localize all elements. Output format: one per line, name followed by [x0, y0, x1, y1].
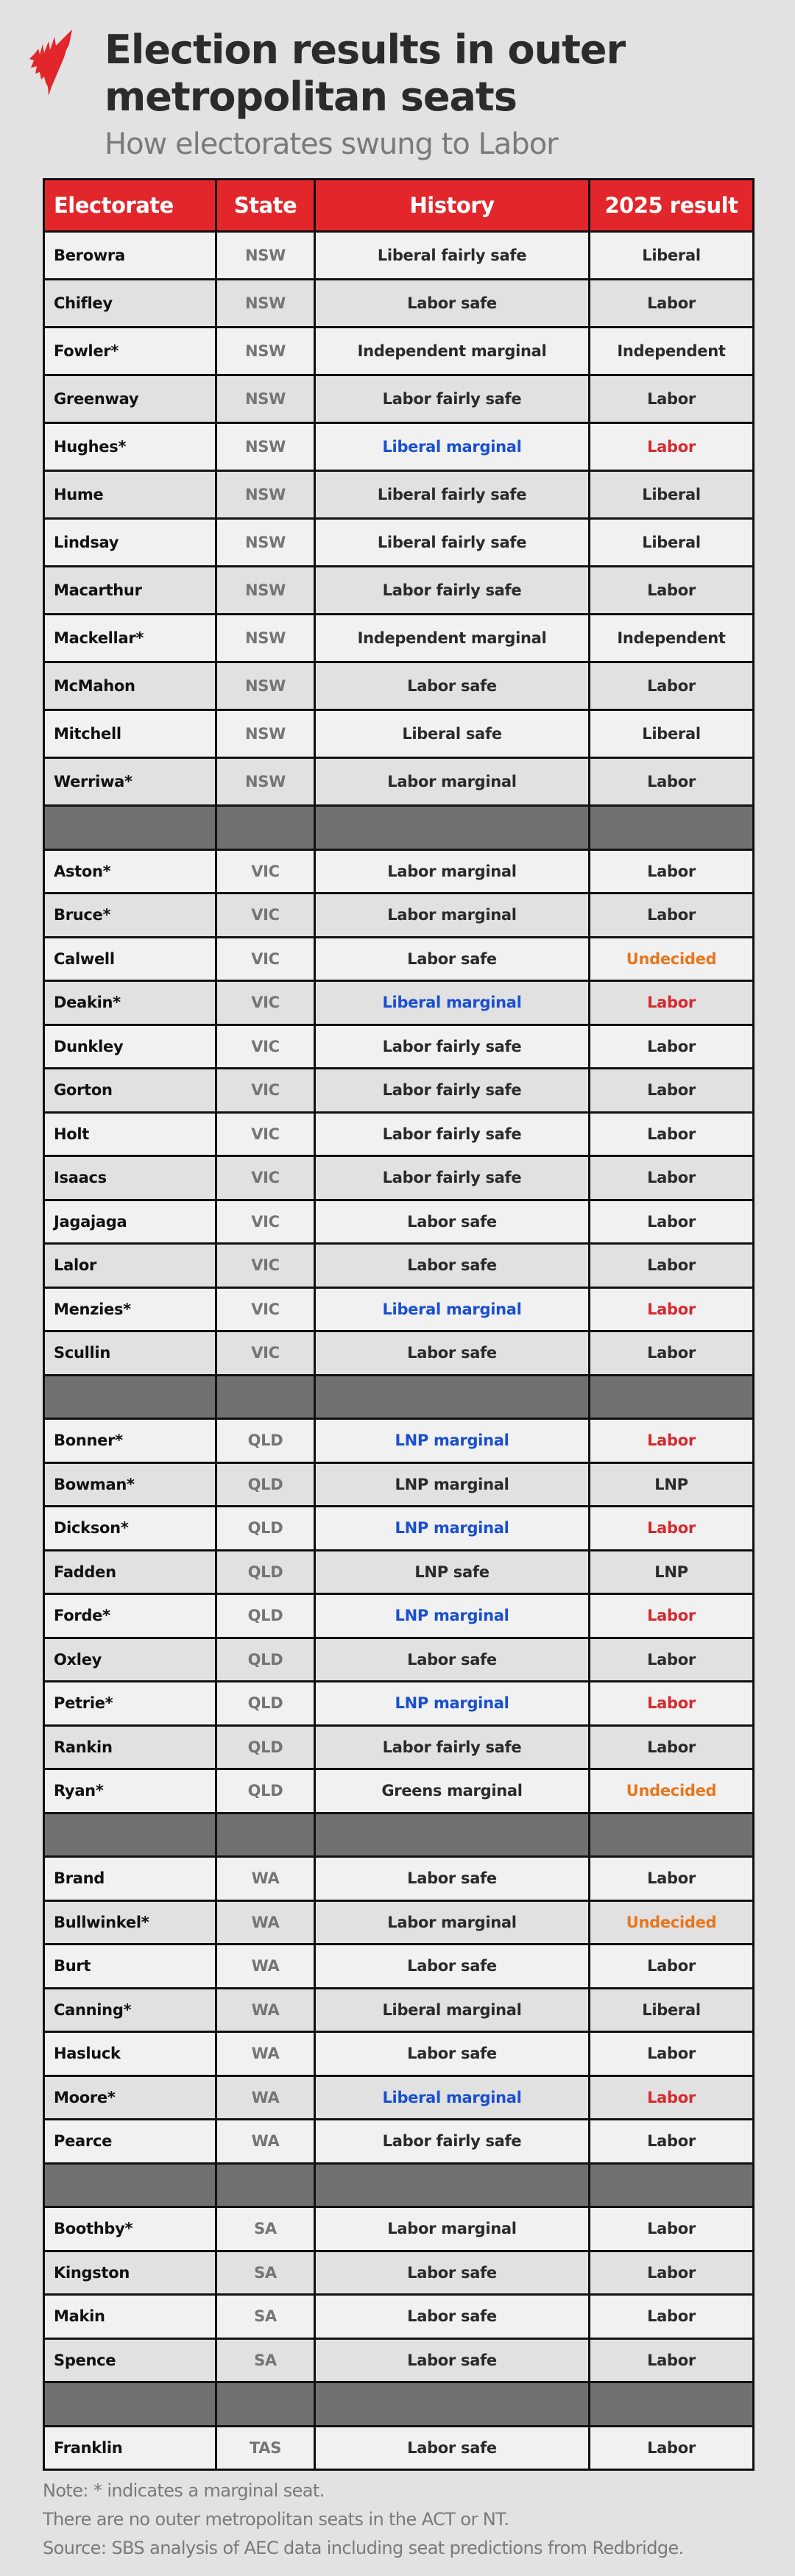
history-cell: Labor safe — [315, 1857, 590, 1901]
state-cell: QLD — [216, 1725, 315, 1769]
electorate-cell: Calwell — [44, 937, 216, 981]
electorate-cell: Mackellar* — [44, 615, 216, 662]
title-line-1: Election results in outer — [105, 26, 626, 73]
state-cell: NSW — [216, 280, 315, 328]
separator-cell — [44, 1375, 216, 1419]
state-cell: NSW — [216, 519, 315, 567]
table-row — [44, 1594, 754, 1638]
state-cell: WA — [216, 2120, 315, 2164]
result-cell: Labor — [590, 1638, 754, 1682]
state-cell: VIC — [216, 1025, 315, 1069]
separator-cell — [44, 1813, 216, 1857]
electorate-cell: Jagajaga — [44, 1200, 216, 1244]
table-row — [44, 1200, 754, 1244]
result-cell: Undecided — [590, 937, 754, 981]
result-cell: Labor — [590, 567, 754, 615]
state-group-separator — [44, 2163, 754, 2207]
history-cell: Liberal marginal — [315, 2076, 590, 2120]
table-row — [44, 758, 754, 806]
table-row — [44, 375, 754, 423]
result-cell: Undecided — [590, 1769, 754, 1814]
table-row — [44, 1112, 754, 1156]
electorate-cell: Menzies* — [44, 1287, 216, 1331]
separator-cell — [216, 1813, 315, 1857]
state-cell: VIC — [216, 981, 315, 1025]
history-cell: Labor marginal — [315, 849, 590, 894]
history-cell: Labor safe — [315, 1331, 590, 1376]
history-cell: Labor safe — [315, 2295, 590, 2339]
separator-cell — [216, 806, 315, 850]
state-cell: QLD — [216, 1419, 315, 1463]
state-cell: VIC — [216, 1156, 315, 1200]
state-cell: VIC — [216, 1287, 315, 1331]
electorate-cell: Greenway — [44, 375, 216, 423]
table-row — [44, 1638, 754, 1682]
result-cell: Independent — [590, 615, 754, 662]
history-cell: Labor fairly safe — [315, 567, 590, 615]
note-marginal: Note: * indicates a marginal seat. — [43, 2480, 325, 2501]
column-header-electorate: Electorate — [44, 180, 216, 232]
state-cell: WA — [216, 1900, 315, 1945]
separator-cell — [590, 2163, 754, 2207]
table-row — [44, 1725, 754, 1769]
result-cell: Labor — [590, 2426, 754, 2470]
separator-cell — [315, 1375, 590, 1419]
electorate-cell: Burt — [44, 1945, 216, 1989]
result-cell: Liberal — [590, 471, 754, 519]
electorate-cell: Bullwinkel* — [44, 1900, 216, 1945]
note-source: Source: SBS analysis of AEC data including seat predictions from Redbridge. — [43, 2538, 684, 2558]
result-cell: LNP — [590, 1550, 754, 1594]
table-row — [44, 662, 754, 710]
history-cell: Independent marginal — [315, 328, 590, 375]
history-cell: Labor safe — [315, 1638, 590, 1682]
separator-cell — [44, 2382, 216, 2427]
state-cell: SA — [216, 2251, 315, 2295]
separator-cell — [44, 2163, 216, 2207]
table-row — [44, 1419, 754, 1463]
state-cell: SA — [216, 2338, 315, 2382]
electorate-cell: Isaacs — [44, 1156, 216, 1200]
result-cell: Labor — [590, 1419, 754, 1463]
state-cell: SA — [216, 2295, 315, 2339]
table-row — [44, 1945, 754, 1989]
result-cell: Labor — [590, 1156, 754, 1200]
result-cell: Labor — [590, 2251, 754, 2295]
electorate-cell: Chifley — [44, 280, 216, 328]
result-cell: Undecided — [590, 1900, 754, 1945]
state-cell: TAS — [216, 2426, 315, 2470]
separator-cell — [216, 1375, 315, 1419]
state-group-separator — [44, 2382, 754, 2427]
history-cell: Liberal safe — [315, 710, 590, 758]
history-cell: Labor safe — [315, 2426, 590, 2470]
electorate-cell: Dickson* — [44, 1507, 216, 1551]
state-group-separator — [44, 1813, 754, 1857]
table-row — [44, 567, 754, 615]
table-row — [44, 2076, 754, 2120]
result-cell: Labor — [590, 1112, 754, 1156]
separator-cell — [590, 806, 754, 850]
table-row — [44, 1331, 754, 1376]
history-cell: Liberal fairly safe — [315, 232, 590, 280]
history-cell: Labor fairly safe — [315, 1069, 590, 1113]
electorate-cell: Scullin — [44, 1331, 216, 1376]
column-header-result: 2025 result — [590, 180, 754, 232]
state-cell: VIC — [216, 849, 315, 894]
history-cell: LNP marginal — [315, 1419, 590, 1463]
history-cell: Labor fairly safe — [315, 1156, 590, 1200]
history-cell: Liberal marginal — [315, 1988, 590, 2032]
note-act-nt: There are no outer metropolitan seats in the ACT or NT. — [43, 2509, 509, 2530]
state-cell: WA — [216, 2076, 315, 2120]
table-row — [44, 1069, 754, 1113]
footnotes — [43, 2477, 764, 2563]
electorate-cell: Pearce — [44, 2120, 216, 2164]
result-cell: Labor — [590, 662, 754, 710]
result-cell: Labor — [590, 894, 754, 938]
result-cell: Labor — [590, 849, 754, 894]
history-cell: LNP marginal — [315, 1462, 590, 1507]
state-cell: NSW — [216, 758, 315, 806]
table-row — [44, 1550, 754, 1594]
electorate-cell: Makin — [44, 2295, 216, 2339]
result-cell: Liberal — [590, 1988, 754, 2032]
result-cell: Labor — [590, 1287, 754, 1331]
electorate-cell: Brand — [44, 1857, 216, 1901]
electorate-cell: Lindsay — [44, 519, 216, 567]
history-cell: Labor fairly safe — [315, 2120, 590, 2164]
electorate-cell: Werriwa* — [44, 758, 216, 806]
result-cell: Labor — [590, 2032, 754, 2076]
state-cell: NSW — [216, 662, 315, 710]
history-cell: Liberal fairly safe — [315, 519, 590, 567]
electorate-cell: Spence — [44, 2338, 216, 2382]
electorate-cell: Bonner* — [44, 1419, 216, 1463]
history-cell: Labor marginal — [315, 894, 590, 938]
table-row — [44, 519, 754, 567]
result-cell: LNP — [590, 1462, 754, 1507]
history-cell: LNP marginal — [315, 1682, 590, 1726]
state-cell: VIC — [216, 1200, 315, 1244]
table-row — [44, 280, 754, 328]
electorate-cell: Lalor — [44, 1244, 216, 1288]
table-row — [44, 2032, 754, 2076]
history-cell: Labor fairly safe — [315, 1112, 590, 1156]
state-cell: SA — [216, 2207, 315, 2251]
table-row — [44, 1244, 754, 1288]
result-cell: Independent — [590, 328, 754, 375]
electorate-cell: Macarthur — [44, 567, 216, 615]
table-row — [44, 981, 754, 1025]
table-row — [44, 1769, 754, 1814]
state-cell: VIC — [216, 1331, 315, 1376]
electorate-cell: Deakin* — [44, 981, 216, 1025]
result-cell: Labor — [590, 1682, 754, 1726]
electorate-cell: Kingston — [44, 2251, 216, 2295]
state-cell: WA — [216, 2032, 315, 2076]
result-cell: Labor — [590, 1507, 754, 1551]
result-cell: Labor — [590, 375, 754, 423]
separator-cell — [315, 2382, 590, 2427]
electorate-cell: Ryan* — [44, 1769, 216, 1814]
electorate-cell: Fadden — [44, 1550, 216, 1594]
result-cell: Labor — [590, 2120, 754, 2164]
table-header-row — [44, 180, 754, 232]
table-row — [44, 2120, 754, 2164]
separator-cell — [44, 806, 216, 850]
history-cell: LNP marginal — [315, 1507, 590, 1551]
state-cell: VIC — [216, 1069, 315, 1113]
state-cell: QLD — [216, 1638, 315, 1682]
history-cell: Labor safe — [315, 1945, 590, 1989]
state-cell: QLD — [216, 1507, 315, 1551]
separator-cell — [590, 1813, 754, 1857]
result-cell: Labor — [590, 981, 754, 1025]
result-cell: Labor — [590, 1725, 754, 1769]
table-row — [44, 2295, 754, 2339]
table-row — [44, 2338, 754, 2382]
state-cell: WA — [216, 1857, 315, 1901]
electorate-cell: Canning* — [44, 1988, 216, 2032]
table-body — [44, 232, 754, 2470]
separator-cell — [315, 1813, 590, 1857]
electorate-cell: Hume — [44, 471, 216, 519]
state-cell: QLD — [216, 1682, 315, 1726]
result-cell: Labor — [590, 1331, 754, 1376]
history-cell: Liberal marginal — [315, 981, 590, 1025]
electorate-cell: Bruce* — [44, 894, 216, 938]
history-cell: Labor marginal — [315, 2207, 590, 2251]
history-cell: LNP safe — [315, 1550, 590, 1594]
history-cell: Liberal marginal — [315, 423, 590, 471]
page-title — [105, 26, 767, 121]
history-cell: Labor marginal — [315, 758, 590, 806]
electorate-cell: Moore* — [44, 2076, 216, 2120]
electorate-cell: Berowra — [44, 232, 216, 280]
result-cell: Labor — [590, 1069, 754, 1113]
electorate-cell: Dunkley — [44, 1025, 216, 1069]
result-cell: Liberal — [590, 710, 754, 758]
state-cell: NSW — [216, 232, 315, 280]
result-cell: Labor — [590, 1945, 754, 1989]
state-cell: NSW — [216, 615, 315, 662]
electorate-cell: Petrie* — [44, 1682, 216, 1726]
table-row — [44, 2426, 754, 2470]
state-cell: QLD — [216, 1550, 315, 1594]
table-row — [44, 1025, 754, 1069]
history-cell: Labor fairly safe — [315, 1025, 590, 1069]
table-row — [44, 849, 754, 894]
table-row — [44, 423, 754, 471]
result-cell: Labor — [590, 423, 754, 471]
table-row — [44, 471, 754, 519]
state-cell: NSW — [216, 375, 315, 423]
electorate-cell: Hasluck — [44, 2032, 216, 2076]
history-cell: Labor safe — [315, 280, 590, 328]
electorate-cell: Aston* — [44, 849, 216, 894]
state-cell: NSW — [216, 567, 315, 615]
table-row — [44, 1900, 754, 1945]
separator-cell — [590, 1375, 754, 1419]
history-cell: Liberal marginal — [315, 1287, 590, 1331]
history-cell: Labor safe — [315, 937, 590, 981]
result-cell: Liberal — [590, 232, 754, 280]
state-cell: QLD — [216, 1462, 315, 1507]
history-cell: Labor safe — [315, 2032, 590, 2076]
state-cell: NSW — [216, 423, 315, 471]
separator-cell — [216, 2163, 315, 2207]
history-cell: Labor safe — [315, 1200, 590, 1244]
sbs-logo-icon — [28, 28, 75, 97]
result-cell: Labor — [590, 1200, 754, 1244]
result-cell: Labor — [590, 280, 754, 328]
history-cell: Greens marginal — [315, 1769, 590, 1814]
electorate-cell: Bowman* — [44, 1462, 216, 1507]
electorate-cell: Mitchell — [44, 710, 216, 758]
state-cell: VIC — [216, 1112, 315, 1156]
result-cell: Labor — [590, 2295, 754, 2339]
electorate-cell: Holt — [44, 1112, 216, 1156]
electorate-cell: Gorton — [44, 1069, 216, 1113]
history-cell: Labor safe — [315, 2338, 590, 2382]
table-row — [44, 2207, 754, 2251]
result-cell: Labor — [590, 2076, 754, 2120]
state-cell: VIC — [216, 894, 315, 938]
table-row — [44, 328, 754, 375]
state-cell: VIC — [216, 1244, 315, 1288]
state-cell: NSW — [216, 328, 315, 375]
result-cell: Labor — [590, 1244, 754, 1288]
state-cell: QLD — [216, 1594, 315, 1638]
result-cell: Labor — [590, 1025, 754, 1069]
electorate-cell: Franklin — [44, 2426, 216, 2470]
history-cell: Labor fairly safe — [315, 1725, 590, 1769]
state-cell: NSW — [216, 471, 315, 519]
electorate-cell: Boothby* — [44, 2207, 216, 2251]
table-row — [44, 937, 754, 981]
separator-cell — [315, 806, 590, 850]
table-row — [44, 1988, 754, 2032]
column-header-history: History — [315, 180, 590, 232]
state-group-separator — [44, 1375, 754, 1419]
result-cell: Labor — [590, 2207, 754, 2251]
page-subtitle: How electorates swung to Labor — [105, 127, 558, 161]
result-cell: Liberal — [590, 519, 754, 567]
table-row — [44, 894, 754, 938]
history-cell: LNP marginal — [315, 1594, 590, 1638]
state-cell: WA — [216, 1945, 315, 1989]
history-cell: Labor safe — [315, 1244, 590, 1288]
table-row — [44, 1682, 754, 1726]
electorate-cell: McMahon — [44, 662, 216, 710]
state-cell: WA — [216, 1988, 315, 2032]
table-row — [44, 1156, 754, 1200]
separator-cell — [590, 2382, 754, 2427]
history-cell: Labor safe — [315, 662, 590, 710]
electorate-cell: Forde* — [44, 1594, 216, 1638]
result-cell: Labor — [590, 1857, 754, 1901]
history-cell: Labor fairly safe — [315, 375, 590, 423]
electorate-cell: Hughes* — [44, 423, 216, 471]
electorate-cell: Oxley — [44, 1638, 216, 1682]
state-group-separator — [44, 806, 754, 850]
history-cell: Independent marginal — [315, 615, 590, 662]
results-table — [43, 178, 755, 2471]
history-cell: Labor safe — [315, 2251, 590, 2295]
result-cell: Labor — [590, 1594, 754, 1638]
table-row — [44, 710, 754, 758]
table-row — [44, 1507, 754, 1551]
separator-cell — [315, 2163, 590, 2207]
result-cell: Labor — [590, 758, 754, 806]
column-header-state: State — [216, 180, 315, 232]
history-cell: Labor marginal — [315, 1900, 590, 1945]
state-cell: VIC — [216, 937, 315, 981]
table-row — [44, 1857, 754, 1901]
table-row — [44, 232, 754, 280]
result-cell: Labor — [590, 2338, 754, 2382]
history-cell: Liberal fairly safe — [315, 471, 590, 519]
electorate-cell: Rankin — [44, 1725, 216, 1769]
table-row — [44, 1462, 754, 1507]
state-cell: NSW — [216, 710, 315, 758]
electorate-cell: Fowler* — [44, 328, 216, 375]
table-row — [44, 1287, 754, 1331]
title-line-2: metropolitan seats — [105, 74, 517, 120]
table-row — [44, 615, 754, 662]
state-cell: QLD — [216, 1769, 315, 1814]
separator-cell — [216, 2382, 315, 2427]
table-row — [44, 2251, 754, 2295]
